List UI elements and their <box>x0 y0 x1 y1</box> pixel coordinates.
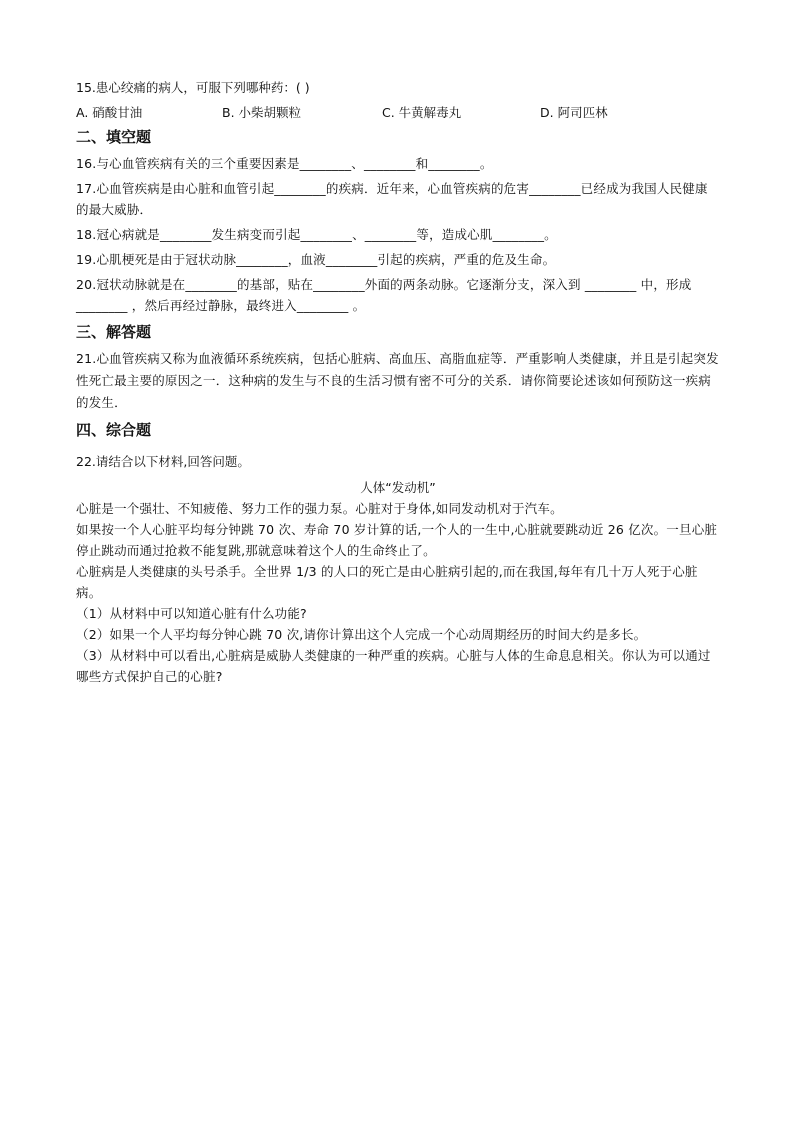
sub-question-2: （2）如果一个人平均每分钟心跳 70 次,请你计算出这个人完成一个心动周期经历的时间大约是多长。 <box>76 627 647 642</box>
sub-question-3: （3）从材料中可以看出,心脏病是威胁人类健康的一种严重的疾病。心脏与人体的生命息息相关。你认为可以通过哪些方式保护自己的心脏? <box>76 648 711 684</box>
option-b: B. 小柴胡颗粒 <box>222 105 302 120</box>
section-heading-fill-blank: 二、填空题 <box>76 128 152 146</box>
question-17: 17.心血管疾病是由心脏和血管引起________的疾病．近年来，心血管疾病的危害________已经成为我国人民健康的最大威胁． <box>76 181 708 217</box>
question-16: 16.与心血管疾病有关的三个重要因素是________、________和________。 <box>76 156 493 171</box>
sub-question-1: （1）从材料中可以知道心脏有什么功能? <box>76 606 307 621</box>
material-title: 人体“发动机” <box>360 480 436 495</box>
question-15-stem: 15.患心绞痛的病人，可服下列哪种药：( ) <box>76 80 310 95</box>
section-heading-comprehensive: 四、综合题 <box>76 421 152 439</box>
question-22-intro: 22.请结合以下材料,回答问题。 <box>76 454 250 469</box>
question-20: 20.冠状动脉就是在________的基部，贴在________外面的两条动脉。它逐渐分支，深入到 ________ 中，形成________ ，然后再经过静脉，最终进入________ 。 <box>76 277 692 313</box>
material-paragraph: 心脏是一个强壮、不知疲倦、努力工作的强力泵。心脏对于身体,如同发动机对于汽车。 <box>76 501 563 516</box>
material-paragraph: 心脏病是人类健康的头号杀手。全世界 1/3 的人口的死亡是由心脏病引起的,而在我国,每年有几十万人死于心脏病。 <box>76 564 698 600</box>
question-18: 18.冠心病就是________发生病变而引起________、________等，造成心肌________。 <box>76 227 557 242</box>
option-c: C. 牛黄解毒丸 <box>382 105 462 120</box>
worksheet-page <box>76 78 720 687</box>
section-heading-answer: 三、解答题 <box>76 323 152 341</box>
option-d: D. 阿司匹林 <box>540 105 608 120</box>
question-19: 19.心肌梗死是由于冠状动脉________，血液________引起的疾病，严重的危及生命。 <box>76 252 556 267</box>
material-paragraph: 如果按一个人心脏平均每分钟跳 70 次、寿命 70 岁计算的话,一个人的一生中,心脏就要跳动近 26 亿次。一旦心脏停止跳动而通过抢救不能复跳,那就意味着这个人的生命终止了。 <box>76 522 718 558</box>
question-15-options <box>76 103 720 123</box>
question-21: 21.心血管疾病又称为血液循环系统疾病，包括心脏病、高血压、高脂血症等．严重影响人类健康，并且是引起突发性死亡最主要的原因之一．这种病的发生与不良的生活习惯有密不可分的关系．请你简要论述该如何预防这一疾病的发生． <box>76 351 719 410</box>
option-a: A. 硝酸甘油 <box>76 105 143 120</box>
